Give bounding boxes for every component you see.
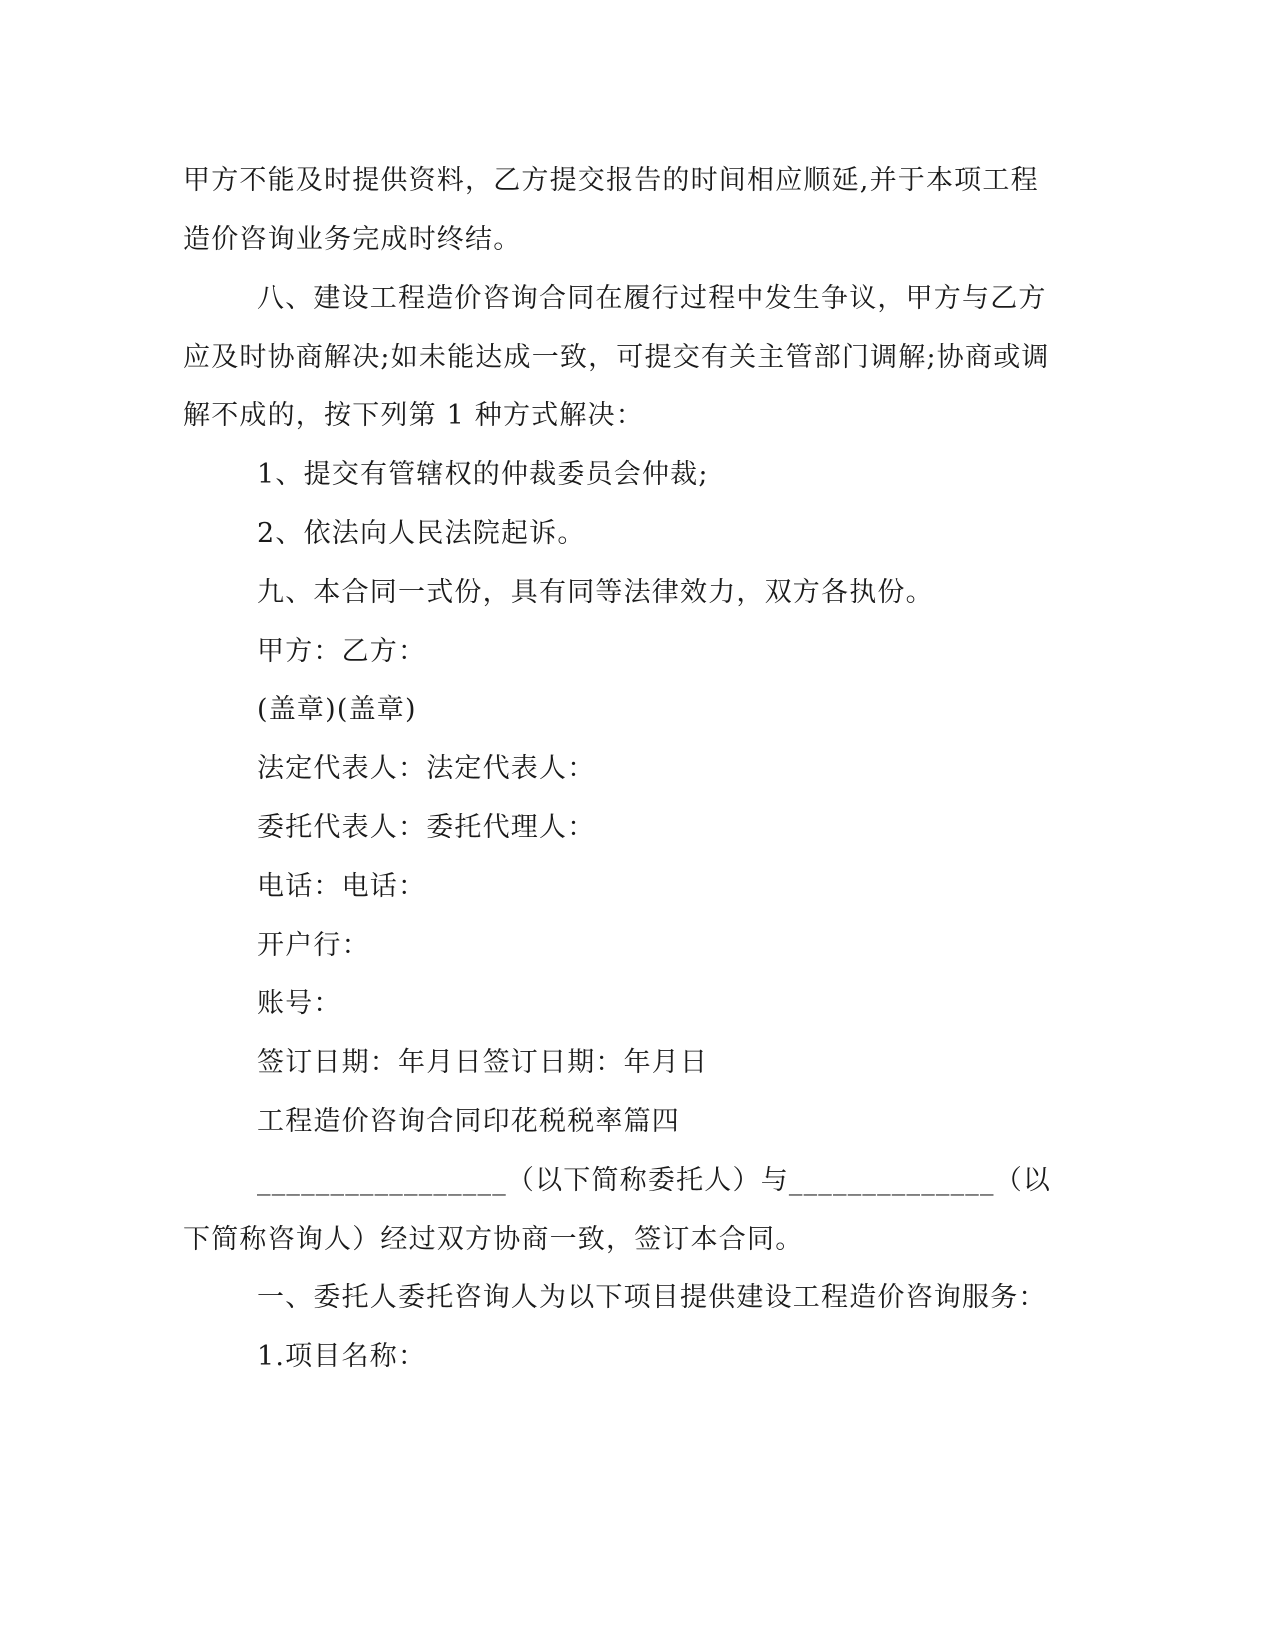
agent-labels: 委托代表人：委托代理人： — [257, 812, 596, 843]
legal-rep-labels: 法定代表人：法定代表人： — [257, 753, 596, 784]
body-text-line: 造价咨询业务完成时终结。 — [183, 224, 522, 255]
parties-intro-line: _________________（以下简称委托人）与______________（以 — [257, 1165, 1052, 1196]
section-title: 工程造价咨询合同印花税税率篇四 — [257, 1106, 680, 1137]
phone-labels: 电话：电话： — [257, 871, 427, 902]
clause-1-heading: 一、委托人委托咨询人为以下项目提供建设工程造价咨询服务： — [257, 1282, 1047, 1313]
bank-label: 开户行： — [257, 930, 370, 961]
list-item-arbitration: 1、提交有管辖权的仲裁委员会仲裁; — [257, 459, 709, 490]
clause-9: 九、本合同一式份，具有同等法律效力，双方各执份。 — [257, 577, 934, 608]
body-text-line: 解不成的，按下列第 1 种方式解决： — [183, 400, 644, 431]
project-name-label: 1.项目名称： — [257, 1341, 427, 1372]
sign-date-labels: 签订日期：年月日签订日期：年月日 — [257, 1047, 709, 1078]
party-labels: 甲方：乙方： — [257, 636, 427, 667]
account-label: 账号： — [257, 988, 342, 1019]
list-item-court: 2、依法向人民法院起诉。 — [257, 518, 586, 549]
body-text-line: 下简称咨询人）经过双方协商一致，签订本合同。 — [183, 1224, 804, 1255]
clause-8-heading: 八、建设工程造价咨询合同在履行过程中发生争议，甲方与乙方 — [257, 283, 1047, 314]
seal-labels: (盖章)(盖章) — [257, 694, 417, 725]
body-text-line: 甲方不能及时提供资料，乙方提交报告的时间相应顺延,并于本项工程 — [183, 165, 1039, 196]
body-text-line: 应及时协商解决;如未能达成一致，可提交有关主管部门调解;协商或调 — [183, 342, 1050, 373]
